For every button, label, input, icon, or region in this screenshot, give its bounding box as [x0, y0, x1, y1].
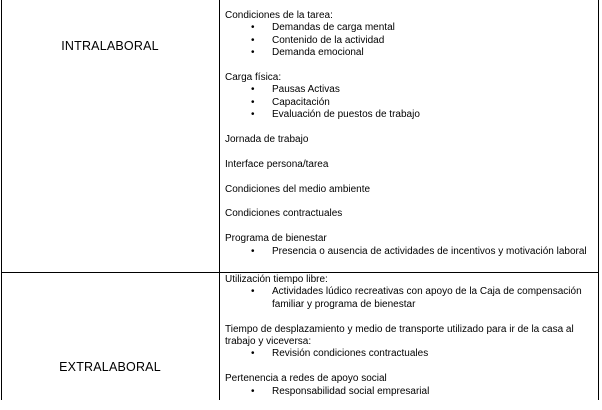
- list-item: • Actividades lúdico recreativas con apoyo de la Caja de compensación familiar y programa de bienestar: [225, 286, 595, 311]
- factor-list: [225, 84, 595, 121]
- factor-group: [225, 373, 595, 398]
- factor-group: [225, 184, 595, 196]
- factor-group: [225, 274, 595, 311]
- category-extralaboral: EXTRALABORAL: [59, 360, 161, 374]
- factor-title: Pertenencia a redes de apoyo social: [225, 373, 387, 385]
- table-right-border: [598, 0, 599, 400]
- list-item: • Revisión condiciones contractuales: [225, 348, 595, 360]
- factor-list: [225, 286, 595, 311]
- list-item: • Responsabilidad social empresarial: [225, 386, 595, 398]
- row-divider: [1, 272, 599, 273]
- factor-title: Jornada de trabajo: [225, 134, 309, 146]
- factor-title: Condiciones de la tarea:: [225, 10, 333, 21]
- list-item: • Demandas de carga mental: [225, 22, 595, 34]
- factor-list: [225, 246, 595, 258]
- factor-group: [225, 134, 595, 146]
- factor-title: Tiempo de desplazamiento y medio de transporte utilizado para ir de la casa al trabajo y viceversa:: [225, 323, 574, 348]
- factor-group: [225, 72, 595, 122]
- list-item: • Presencia o ausencia de actividades de incentivos y motivación laboral: [225, 246, 595, 258]
- factor-group: [225, 10, 595, 60]
- factor-list: [225, 348, 595, 360]
- factor-title: Interface persona/tarea: [225, 158, 329, 170]
- list-item: • Evaluación de puestos de trabajo: [225, 109, 595, 121]
- factor-group: [225, 233, 595, 258]
- factor-list: [225, 386, 595, 398]
- factor-title: Carga física:: [225, 72, 282, 84]
- list-item: • Demanda emocional: [225, 47, 595, 59]
- factor-title: Condiciones del medio ambiente: [225, 183, 371, 195]
- factor-group: [225, 208, 595, 220]
- factor-title: Utilización tiempo libre:: [225, 274, 328, 285]
- list-item: • Capacitación: [225, 97, 595, 109]
- list-item: • Contenido de la actividad: [225, 35, 595, 47]
- list-item: • Pausas Activas: [225, 84, 595, 96]
- factor-group: [225, 159, 595, 171]
- extralaboral-content: [225, 274, 595, 410]
- intralaboral-content: [225, 10, 595, 270]
- factor-title: Condiciones contractuales: [225, 208, 343, 220]
- factor-group: [225, 324, 595, 361]
- factor-list: [225, 22, 595, 59]
- column-divider: [219, 0, 220, 400]
- table-left-border: [1, 0, 2, 400]
- factor-title: Programa de bienestar: [225, 233, 327, 245]
- category-intralaboral: INTRALABORAL: [61, 39, 159, 53]
